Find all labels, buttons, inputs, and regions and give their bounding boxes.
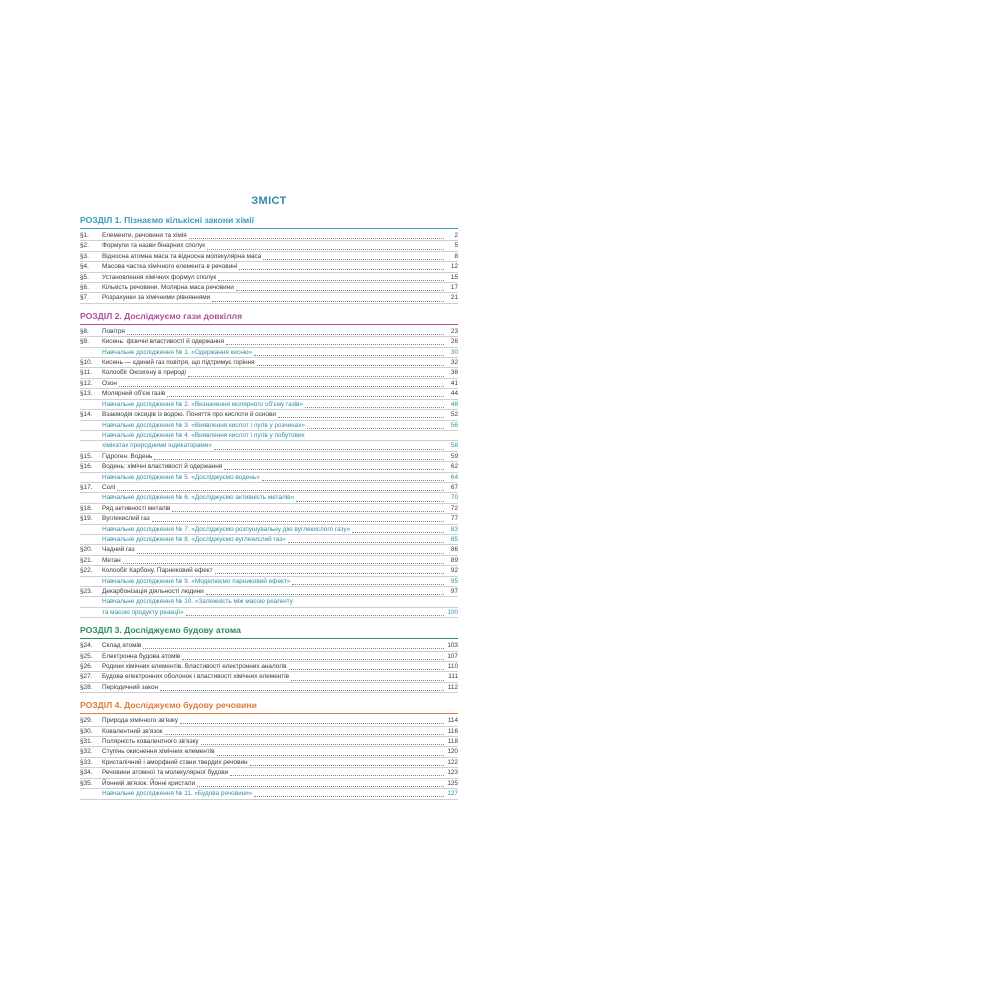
entry-title: Будова електронних оболонок і властивості хімічних елементів: [102, 673, 290, 681]
entry-title: Водень: хімічні властивості й одержання: [102, 463, 223, 471]
toc-entry[interactable]: [80, 241, 458, 251]
toc-research-entry[interactable]: [80, 577, 458, 587]
page-number: 67: [450, 483, 458, 491]
entry-number: §5.: [80, 273, 89, 281]
page-number: 58: [450, 442, 458, 450]
entry-title: Навчальне дослідження № 5. «Досліджуємо водень»: [102, 473, 260, 481]
toc-entry[interactable]: [80, 273, 458, 283]
entry-title: Колообіг Карбону. Парниковий ефект: [102, 567, 213, 575]
dot-leader: [288, 536, 444, 543]
page-number: 64: [450, 473, 458, 481]
toc-research-entry[interactable]: [80, 441, 458, 451]
dot-leader: [257, 359, 444, 366]
toc-research-entry[interactable]: [80, 400, 458, 410]
entry-title: Повітря: [102, 327, 125, 335]
entry-number: §28.: [80, 683, 93, 691]
entry-title: Склад атомів: [102, 642, 142, 650]
entry-title: Речовини атомної та молекулярної будови: [102, 769, 229, 777]
page-number: 70: [450, 494, 458, 502]
dot-leader: [254, 349, 444, 356]
page-number: 23: [450, 327, 458, 335]
entry-title: Родини хімічних елементів. Властивості електронних аналогів: [102, 663, 287, 671]
dot-leader: [186, 609, 444, 616]
entry-number: §19.: [80, 515, 93, 523]
dot-leader: [165, 728, 444, 735]
dot-leader: [160, 684, 444, 691]
toc-entry[interactable]: [80, 652, 458, 662]
toc-sections: [80, 215, 458, 800]
toc-entry[interactable]: [80, 716, 458, 726]
entry-title: Ряд активності металів: [102, 504, 171, 512]
entry-title: Чадний газ: [102, 546, 135, 554]
dot-leader: [117, 484, 444, 491]
toc-entry[interactable]: [80, 283, 458, 293]
entry-title: Кристалічний і аморфний стани твердих речовин: [102, 758, 248, 766]
entry-title: Вуглекислий газ: [102, 515, 150, 523]
entry-number: §8.: [80, 327, 89, 335]
entry-title: Розрахунки за хімічними рівняннями: [102, 294, 211, 302]
toc-entry[interactable]: [80, 566, 458, 576]
entry-title: Навчальне дослідження № 2. «Визначення молярного об'єму газів»: [102, 400, 303, 408]
toc-entry[interactable]: [80, 252, 458, 262]
page-number: 85: [450, 535, 458, 543]
toc-section: [80, 625, 458, 693]
page-number: 127: [447, 790, 458, 798]
entry-number: §17.: [80, 483, 93, 491]
entry-title: Полярність ковалентного зв'язку: [102, 738, 199, 746]
toc-entry[interactable]: [80, 672, 458, 682]
dot-leader: [215, 567, 444, 574]
entry-title: Декарбонізація діяльності людини: [102, 588, 204, 595]
dot-leader: [307, 433, 444, 439]
entry-number: §10.: [80, 359, 93, 367]
page-number: 12: [450, 263, 458, 271]
dot-leader: [292, 578, 444, 585]
page-number: 15: [450, 273, 458, 281]
toc-entry[interactable]: [80, 231, 458, 241]
entry-title: Навчальне дослідження № 1. «Одержання кисню»: [102, 348, 253, 356]
entry-title: Навчальне дослідження № 11. «Будова речовини»: [102, 790, 253, 798]
dot-leader: [217, 749, 445, 756]
page-number: 2: [454, 232, 458, 239]
entry-number: §18.: [80, 504, 93, 512]
section-heading: РОЗДІЛ 4. Досліджуємо будову речовини: [80, 700, 458, 714]
toc-research-entry[interactable]: [80, 789, 458, 799]
entry-title: Солі: [102, 483, 116, 491]
toc-research-entry[interactable]: [80, 431, 458, 441]
dot-leader: [352, 526, 444, 533]
entry-title: Навчальне дослідження № 4. «Виявлення кислот і лугів у побутових: [102, 431, 305, 439]
page-number: 89: [450, 556, 458, 564]
toc-entry[interactable]: [80, 683, 458, 693]
dot-leader: [230, 769, 444, 776]
toc-entry[interactable]: [80, 768, 458, 778]
entry-number: §6.: [80, 284, 89, 292]
entry-number: §3.: [80, 252, 89, 260]
page-number: 97: [450, 588, 458, 595]
page-number: 110: [447, 663, 458, 671]
dot-leader: [167, 390, 444, 397]
toc-research-entry[interactable]: [80, 348, 458, 358]
dot-leader: [296, 495, 444, 502]
page-number: 62: [450, 463, 458, 471]
page-number: 32: [450, 359, 458, 367]
page-number: 120: [447, 748, 458, 756]
page-number: 103: [447, 642, 458, 650]
toc-entry[interactable]: [80, 587, 458, 597]
entry-title: Ковалентний зв'язок: [102, 727, 163, 735]
dot-leader: [207, 243, 444, 250]
dot-leader: [226, 338, 444, 345]
entry-title: Кисень: фізичні властивості й одержання: [102, 338, 225, 346]
toc-entry[interactable]: [80, 379, 458, 389]
entry-title: Метан: [102, 556, 121, 564]
entry-number: §4.: [80, 263, 89, 271]
entry-number: §27.: [80, 673, 93, 681]
page-number: 26: [450, 338, 458, 346]
dot-leader: [254, 790, 444, 797]
toc-entry[interactable]: [80, 262, 458, 272]
dot-leader: [127, 328, 444, 335]
entry-title: та масою продукту реакції»: [102, 608, 184, 616]
dot-leader: [218, 274, 444, 281]
entry-title: Взаємодія оксидів із водою. Поняття про кислоти й основи: [102, 411, 276, 419]
toc-entry[interactable]: [80, 483, 458, 493]
dot-leader: [154, 453, 444, 460]
toc-entry[interactable]: [80, 410, 458, 420]
dot-leader: [197, 780, 444, 787]
dot-leader: [206, 588, 444, 595]
toc-research-entry[interactable]: [80, 535, 458, 545]
entry-title: Установлення хімічних формул сполук: [102, 273, 217, 281]
entry-title: Навчальне дослідження № 3. «Виявлення кислот і лугів у розчинах»: [102, 421, 305, 429]
entry-title: Кисень — єдиний газ повітря, що підтримує горіння: [102, 359, 255, 367]
page-number: 77: [450, 515, 458, 523]
toc-entry[interactable]: [80, 662, 458, 672]
page-number: 125: [447, 779, 458, 787]
entry-number: §11.: [80, 369, 92, 377]
entry-number: §30.: [80, 727, 93, 735]
toc-entry[interactable]: [80, 641, 458, 651]
toc-entry[interactable]: [80, 727, 458, 737]
entry-title: Елементи, речовини та хімія: [102, 232, 187, 239]
page-number: 38: [450, 369, 458, 377]
page-number: 72: [450, 504, 458, 512]
toc-entry[interactable]: [80, 462, 458, 472]
toc-research-entry[interactable]: [80, 493, 458, 503]
entry-number: §31.: [80, 738, 93, 746]
toc-entry[interactable]: [80, 758, 458, 768]
dot-leader: [278, 411, 444, 418]
entry-title: Відносна атомна маса та відносна молекулярна маса: [102, 252, 262, 260]
section-heading: РОЗДІЛ 1. Пізнаємо кількісні закони хімії: [80, 215, 458, 229]
page-number: 30: [450, 348, 458, 356]
page-number: 112: [447, 683, 458, 691]
section-heading: РОЗДІЛ 3. Досліджуємо будову атома: [80, 625, 458, 639]
entry-number: §15.: [80, 452, 93, 460]
entry-title: Навчальне дослідження № 9. «Моделюємо парниковий ефект»: [102, 577, 291, 585]
page-number: 123: [447, 769, 458, 777]
entry-title: Формули та назви бінарних сполук: [102, 242, 206, 250]
dot-leader: [250, 759, 444, 766]
page-number: 83: [450, 525, 458, 533]
toc-entry[interactable]: [80, 337, 458, 347]
dot-leader: [182, 653, 444, 660]
entry-number: §24.: [80, 642, 93, 650]
page-number: 41: [450, 379, 458, 387]
dot-leader: [214, 443, 444, 450]
dot-leader: [180, 717, 444, 724]
dot-leader: [224, 463, 444, 470]
entry-title: хімікатах природними індикаторами»: [102, 442, 212, 450]
entry-title: Навчальне дослідження № 7. «Досліджуємо розпушувальну дію вуглекислого газу»: [102, 525, 351, 533]
entry-number: §20.: [80, 546, 93, 554]
toc-entry[interactable]: [80, 293, 458, 303]
entry-title: Озон: [102, 379, 117, 387]
toc-research-entry[interactable]: [80, 597, 458, 607]
page-number: 8: [454, 252, 458, 260]
dot-leader: [262, 474, 444, 481]
page-number: 59: [450, 452, 458, 460]
entry-number: §16.: [80, 463, 93, 471]
dot-leader: [172, 505, 444, 512]
toc-section: [80, 215, 458, 304]
toc-section: [80, 700, 458, 799]
entry-number: §35.: [80, 779, 93, 787]
entry-title: Масова частка хімічного елемента в речовині: [102, 263, 238, 271]
page-number: 52: [450, 411, 458, 419]
entry-number: §7.: [80, 294, 89, 302]
page-number: 86: [450, 546, 458, 554]
entry-number: §21.: [80, 556, 93, 564]
toc-entry[interactable]: [80, 514, 458, 524]
page-number: 56: [450, 421, 458, 429]
toc-entry[interactable]: [80, 327, 458, 337]
toc-entry[interactable]: [80, 737, 458, 747]
dot-leader: [123, 557, 444, 564]
entry-title: Молярний об'єм газів: [102, 390, 166, 398]
section-heading: РОЗДІЛ 2. Досліджуємо гази довкілля: [80, 311, 458, 325]
entry-number: §26.: [80, 663, 93, 671]
entry-number: §1.: [80, 232, 89, 239]
dot-leader: [143, 642, 444, 649]
dot-leader: [291, 674, 444, 681]
toc-entry[interactable]: [80, 747, 458, 757]
dot-leader: [119, 380, 444, 387]
page-number: 92: [450, 567, 458, 575]
page-number: 111: [448, 673, 458, 681]
page-number: 5: [454, 242, 458, 250]
entry-title: Кількість речовини. Молярна маса речовини: [102, 284, 234, 292]
page-number: 100: [447, 608, 458, 616]
entry-number: §13.: [80, 390, 93, 398]
page-number: 48: [450, 400, 458, 408]
page-number: 118: [447, 738, 458, 746]
toc-research-entry[interactable]: [80, 421, 458, 431]
dot-leader: [137, 547, 444, 554]
entry-number: §12.: [80, 379, 93, 387]
entry-number: §29.: [80, 717, 93, 725]
entry-title: Електронна будова атомів: [102, 652, 181, 660]
dot-leader: [188, 370, 444, 377]
toc-research-entry[interactable]: [80, 525, 458, 535]
entry-title: Колообіг Оксигену в природі: [102, 369, 186, 377]
entry-number: §22.: [80, 567, 93, 575]
entry-title: Періодичний закон: [102, 683, 159, 691]
toc-entry[interactable]: [80, 556, 458, 566]
page-number: 122: [447, 758, 458, 766]
dot-leader: [307, 422, 444, 429]
toc-entry[interactable]: [80, 779, 458, 789]
page-number: 95: [450, 577, 458, 585]
entry-number: §9.: [80, 338, 89, 346]
toc-entry[interactable]: [80, 504, 458, 514]
page-number: 107: [447, 652, 458, 660]
entry-title: Навчальне дослідження № 8. «Досліджуємо вуглекислий газ»: [102, 535, 286, 543]
entry-title: Навчальне дослідження № 10. «Залежність між масою реагенту: [102, 598, 293, 606]
toc-research-entry[interactable]: [80, 608, 458, 618]
entry-number: §34.: [80, 769, 93, 777]
dot-leader: [305, 401, 444, 408]
toc-entry[interactable]: [80, 368, 458, 378]
dot-leader: [152, 515, 444, 522]
page-number: 116: [447, 727, 458, 735]
toc-title: ЗМІСТ: [251, 195, 287, 207]
entry-title: Гідроген. Водень: [102, 452, 153, 460]
entry-title: Природа хімічного зв'язку: [102, 717, 179, 725]
page-number: 21: [450, 294, 458, 302]
dot-leader: [263, 253, 444, 260]
entry-number: §2.: [80, 242, 89, 250]
dot-leader: [189, 232, 444, 239]
toc-entry[interactable]: [80, 452, 458, 462]
entry-number: §32.: [80, 748, 93, 756]
page-number: 44: [450, 390, 458, 398]
dot-leader: [289, 663, 445, 670]
entry-number: §25.: [80, 652, 93, 660]
entry-title: Ступінь окиснення хімічних елементів: [102, 748, 215, 756]
page-number: 114: [447, 717, 458, 725]
entry-number: §23.: [80, 588, 93, 595]
entry-title: Йонний зв'язок. Йонні кристали: [102, 779, 196, 787]
dot-leader: [239, 263, 444, 270]
toc-entry[interactable]: [80, 358, 458, 368]
entry-title: Навчальне дослідження № 6. «Досліджуємо активність металів»: [102, 494, 295, 502]
toc-entry[interactable]: [80, 389, 458, 399]
entry-number: §14.: [80, 411, 93, 419]
page-number: 17: [450, 284, 458, 292]
toc-research-entry[interactable]: [80, 473, 458, 483]
dot-leader: [201, 738, 444, 745]
dot-leader: [212, 295, 444, 302]
toc-section: [80, 311, 458, 618]
table-of-contents: [80, 195, 458, 807]
dot-leader: [295, 599, 444, 605]
entry-number: §33.: [80, 758, 93, 766]
toc-entry[interactable]: [80, 545, 458, 555]
dot-leader: [236, 284, 444, 291]
